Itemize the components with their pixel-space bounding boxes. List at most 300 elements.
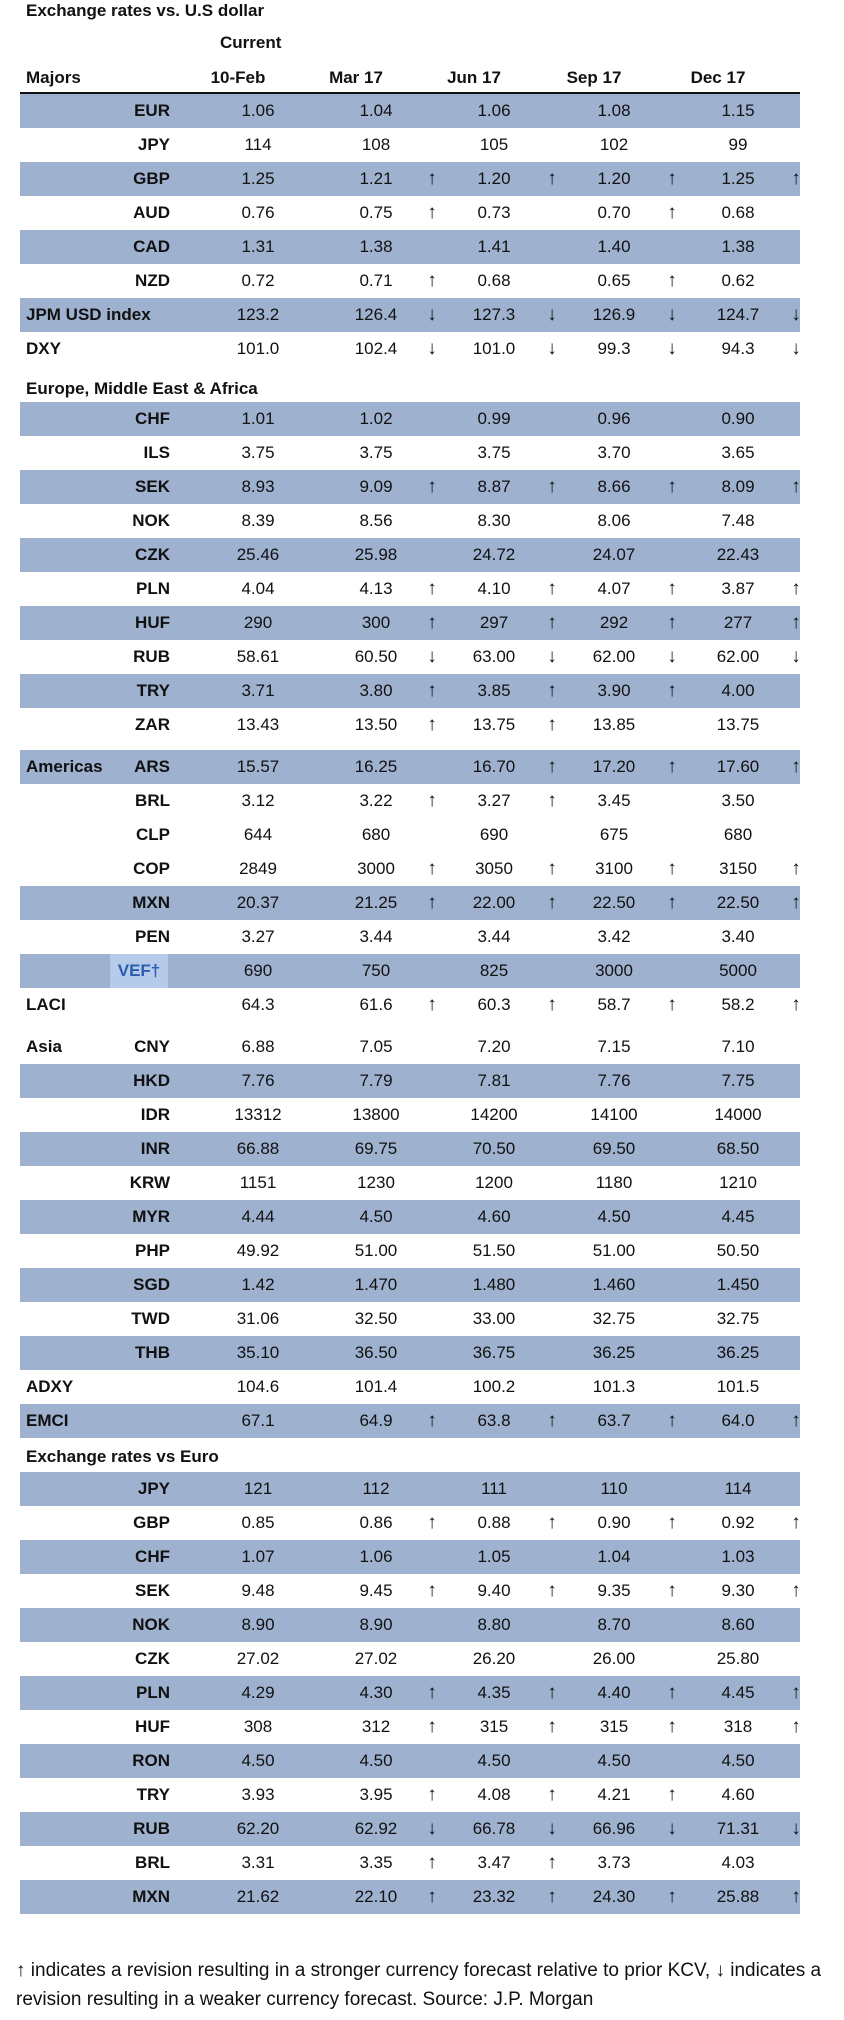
rate-value: 101.0	[236, 339, 280, 358]
rate-value: 4.50	[477, 1751, 511, 1770]
rate-value: 8.39	[241, 511, 275, 530]
currency-code: THB	[135, 1343, 170, 1362]
arrow-up-icon: ↑	[427, 1716, 437, 1737]
rate-value: 3000	[357, 859, 395, 878]
rate-value: 8.70	[597, 1615, 631, 1634]
rate-value: 3.85	[477, 681, 511, 700]
currency-code: EUR	[134, 101, 170, 120]
table-row	[20, 538, 800, 572]
rate-value: 4.50	[359, 1207, 393, 1226]
rate-value: 4.40	[597, 1683, 631, 1702]
arrow-up-icon: ↑	[667, 202, 677, 223]
rate-value: 3.93	[241, 1785, 275, 1804]
arrow-up-icon: ↑	[427, 1682, 437, 1703]
rate-value: 1.04	[359, 101, 393, 120]
rate-value: 31.06	[236, 1309, 280, 1328]
arrow-down-icon: ↓	[791, 1818, 801, 1839]
arrow-up-icon: ↑	[547, 1580, 557, 1601]
section-title: Exchange rates vs Euro	[26, 1447, 219, 1466]
currency-code: TRY	[136, 1785, 170, 1804]
arrow-up-icon: ↑	[667, 1512, 677, 1533]
currency-code: HUF	[135, 1717, 170, 1736]
rate-value: 308	[243, 1717, 273, 1736]
rate-value: 8.56	[359, 511, 393, 530]
rate-value: 0.76	[241, 203, 275, 222]
rate-value: 1.31	[241, 237, 275, 256]
rate-value: 35.10	[236, 1343, 280, 1362]
arrow-up-icon: ↑	[427, 680, 437, 701]
rate-value: 94.3	[721, 339, 755, 358]
rate-value: 22.43	[716, 545, 760, 564]
rate-value: 24.07	[592, 545, 636, 564]
rate-value: 1.480	[472, 1275, 516, 1294]
arrow-up-icon: ↑	[667, 476, 677, 497]
rate-value: 0.86	[359, 1513, 393, 1532]
rate-value: 67.1	[241, 1411, 275, 1430]
rate-value: 644	[243, 825, 273, 844]
rate-value: 0.68	[477, 271, 511, 290]
section-title: Europe, Middle East & Africa	[26, 379, 258, 398]
rate-value: 3.27	[241, 927, 275, 946]
table-row	[20, 402, 800, 436]
rate-value: 750	[361, 961, 391, 980]
rate-value: 1.38	[721, 237, 755, 256]
rate-value: 0.62	[721, 271, 755, 290]
rate-value: 58.7	[597, 995, 631, 1014]
rate-value: 16.25	[354, 757, 398, 776]
row-label: EMCI	[26, 1411, 69, 1430]
rate-value: 315	[599, 1717, 629, 1736]
currency-code: NOK	[132, 511, 170, 530]
rate-value: 36.25	[592, 1343, 636, 1362]
table-row	[20, 1098, 800, 1132]
arrow-up-icon: ↑	[791, 1580, 801, 1601]
arrow-up-icon: ↑	[427, 612, 437, 633]
currency-code: CLP	[136, 825, 170, 844]
rate-value: 1.07	[241, 1547, 275, 1566]
rate-value: 22.50	[716, 893, 760, 912]
rate-value: 1.25	[721, 169, 755, 188]
table-row	[20, 1200, 800, 1234]
currency-code: RUB	[133, 647, 170, 666]
rate-value: 3.12	[241, 791, 275, 810]
rate-value: 22.00	[472, 893, 516, 912]
currency-code: PEN	[135, 927, 170, 946]
arrow-up-icon: ↑	[427, 1410, 437, 1431]
arrow-up-icon: ↑	[667, 578, 677, 599]
rate-value: 71.31	[716, 1819, 760, 1838]
rate-value: 1.40	[597, 237, 631, 256]
rate-value: 26.00	[592, 1649, 636, 1668]
rate-value: 292	[599, 613, 629, 632]
row-label: Americas	[26, 757, 103, 776]
page-title: Exchange rates vs. U.S dollar	[26, 1, 265, 20]
table-row	[20, 640, 800, 674]
rate-value: 27.02	[236, 1649, 280, 1668]
arrow-up-icon: ↑	[667, 680, 677, 701]
table-row	[20, 818, 800, 852]
currency-code: ILS	[143, 443, 170, 462]
arrow-up-icon: ↑	[427, 892, 437, 913]
rate-value: 49.92	[236, 1241, 280, 1260]
rate-value: 318	[723, 1717, 753, 1736]
rate-value: 4.08	[477, 1785, 511, 1804]
rate-value: 3.71	[241, 681, 275, 700]
arrow-down-icon: ↓	[547, 1818, 557, 1839]
arrow-up-icon: ↑	[547, 1886, 557, 1907]
arrow-down-icon: ↓	[667, 646, 677, 667]
rate-value: 24.72	[472, 545, 516, 564]
arrow-up-icon: ↑	[547, 612, 557, 633]
rate-value: 690	[243, 961, 273, 980]
table-row	[20, 1030, 800, 1064]
rate-value: 1.15	[721, 101, 755, 120]
rate-value: 126.9	[592, 305, 636, 324]
currency-code: INR	[140, 1139, 170, 1158]
rate-value: 123.2	[236, 305, 280, 324]
arrow-up-icon: ↑	[427, 578, 437, 599]
table-row	[20, 1302, 800, 1336]
arrow-down-icon: ↓	[547, 338, 557, 359]
arrow-up-icon: ↑	[791, 476, 801, 497]
arrow-up-icon: ↑	[547, 578, 557, 599]
rate-value: 110	[600, 1479, 628, 1498]
arrow-up-icon: ↑	[547, 756, 557, 777]
rate-value: 9.30	[721, 1581, 755, 1600]
table-row	[20, 470, 800, 504]
rate-value: 32.75	[592, 1309, 636, 1328]
arrow-up-icon: ↑	[547, 1716, 557, 1737]
currency-code: CAD	[133, 237, 170, 256]
table-row	[20, 852, 800, 886]
rate-value: 126.4	[354, 305, 398, 324]
rate-value: 13312	[234, 1105, 282, 1124]
table-row	[20, 1812, 800, 1846]
rate-value: 3.35	[359, 1853, 393, 1872]
rate-value: 680	[723, 825, 753, 844]
rate-value: 3.44	[477, 927, 511, 946]
table-row	[20, 1404, 800, 1438]
rate-value: 8.90	[241, 1615, 275, 1634]
table-row	[20, 1574, 800, 1608]
rate-value: 0.90	[597, 1513, 631, 1532]
rate-value: 6.88	[241, 1037, 275, 1056]
header-col-dec-17: Dec 17	[690, 68, 746, 87]
arrow-up-icon: ↑	[427, 994, 437, 1015]
arrow-up-icon: ↑	[667, 1410, 677, 1431]
rate-value: 4.44	[241, 1207, 275, 1226]
rate-value: 4.50	[359, 1751, 393, 1770]
currency-code: PHP	[135, 1241, 170, 1260]
rate-value: 7.79	[359, 1071, 393, 1090]
rate-value: 4.13	[359, 579, 393, 598]
rate-value: 101.4	[354, 1377, 398, 1396]
rate-value: 3.44	[359, 927, 393, 946]
rate-value: 25.88	[716, 1887, 760, 1906]
arrow-up-icon: ↑	[427, 858, 437, 879]
header-majors-label: Majors	[26, 68, 81, 87]
rate-value: 3.80	[359, 681, 393, 700]
table-row	[20, 1132, 800, 1166]
table-row	[20, 606, 800, 640]
currency-code: PLN	[136, 579, 170, 598]
rate-value: 99.3	[597, 339, 631, 358]
rate-value: 25.80	[716, 1649, 760, 1668]
rate-value: 3.73	[597, 1853, 631, 1872]
arrow-up-icon: ↑	[427, 476, 437, 497]
header-col-jun-17: Jun 17	[447, 68, 501, 87]
rate-value: 3.70	[597, 443, 631, 462]
table-row	[20, 1506, 800, 1540]
rate-value: 1.460	[592, 1275, 636, 1294]
rate-value: 3.45	[597, 791, 631, 810]
rate-value: 60.3	[477, 995, 511, 1014]
currency-code: HUF	[135, 613, 170, 632]
currency-code: PLN	[136, 1683, 170, 1702]
arrow-up-icon: ↑	[667, 1716, 677, 1737]
table-row	[20, 750, 800, 784]
rate-value: 8.06	[597, 511, 631, 530]
table-row	[20, 298, 800, 332]
rate-value: 3.22	[359, 791, 393, 810]
rate-value: 68.50	[716, 1139, 760, 1158]
rate-value: 315	[479, 1717, 509, 1736]
rate-value: 50.50	[716, 1241, 760, 1260]
footnote: ↑ indicates a revision resulting in a stronger currency forecast relative to prior KCV, ↓ indicates a revision resulting in a weaker currency forecast. Source: J.P. Morgan	[16, 1960, 822, 2010]
rate-value: 21.25	[354, 893, 398, 912]
currency-code: VEF†	[110, 954, 168, 988]
arrow-up-icon: ↑	[547, 790, 557, 811]
currency-code: KRW	[129, 1173, 170, 1192]
table-row	[20, 674, 800, 708]
rate-value: 102	[599, 135, 629, 154]
rate-value: 32.50	[354, 1309, 398, 1328]
arrow-up-icon: ↑	[427, 790, 437, 811]
rate-value: 102.4	[354, 339, 398, 358]
rate-value: 112	[362, 1479, 390, 1498]
rate-value: 290	[243, 613, 273, 632]
rate-value: 1.41	[477, 237, 511, 256]
arrow-up-icon: ↑	[791, 612, 801, 633]
currency-code: TRY	[136, 681, 170, 700]
rate-value: 14200	[470, 1105, 518, 1124]
arrow-up-icon: ↑	[791, 1512, 801, 1533]
row-label: LACI	[26, 995, 66, 1014]
rate-value: 297	[479, 613, 509, 632]
arrow-up-icon: ↑	[667, 858, 677, 879]
arrow-up-icon: ↑	[791, 1886, 801, 1907]
rate-value: 27.02	[354, 1649, 398, 1668]
rate-value: 58.2	[721, 995, 755, 1014]
rate-value: 1.03	[721, 1547, 755, 1566]
rate-value: 825	[479, 961, 509, 980]
rate-value: 13800	[352, 1105, 400, 1124]
header-col-mar-17: Mar 17	[329, 68, 383, 87]
rate-value: 1180	[595, 1173, 633, 1192]
currency-code: AUD	[133, 203, 170, 222]
rate-value: 15.57	[236, 757, 280, 776]
rate-value: 62.20	[236, 1819, 280, 1838]
rate-value: 0.99	[477, 409, 511, 428]
arrow-down-icon: ↓	[547, 304, 557, 325]
arrow-up-icon: ↑	[547, 1410, 557, 1431]
rate-value: 13.43	[236, 715, 280, 734]
currency-code: TWD	[131, 1309, 170, 1328]
currency-code: SEK	[135, 1581, 170, 1600]
rate-value: 1.25	[241, 169, 275, 188]
rate-value: 3.27	[477, 791, 511, 810]
rate-value: 7.76	[241, 1071, 275, 1090]
rate-value: 32.75	[716, 1309, 760, 1328]
arrow-up-icon: ↑	[547, 1682, 557, 1703]
currency-code: SEK	[135, 477, 170, 496]
currency-code: MXN	[132, 893, 170, 912]
currency-code: HKD	[133, 1071, 170, 1090]
rate-value: 7.20	[477, 1037, 511, 1056]
arrow-up-icon: ↑	[667, 892, 677, 913]
rate-value: 101.5	[716, 1377, 760, 1396]
rate-value: 3.65	[721, 443, 755, 462]
table-row	[20, 196, 800, 230]
rate-value: 3050	[475, 859, 513, 878]
rate-value: 8.60	[721, 1615, 755, 1634]
rate-value: 9.45	[359, 1581, 393, 1600]
rate-value: 70.50	[472, 1139, 516, 1158]
table-row	[20, 1166, 800, 1200]
table-row	[20, 264, 800, 298]
rate-value: 127.3	[472, 305, 516, 324]
rate-value: 3.50	[721, 791, 755, 810]
arrow-down-icon: ↓	[791, 304, 801, 325]
rate-value: 3.90	[597, 681, 631, 700]
rate-value: 4.50	[721, 1751, 755, 1770]
rate-value: 108	[361, 135, 391, 154]
rate-value: 0.90	[721, 409, 755, 428]
arrow-up-icon: ↑	[427, 1784, 437, 1805]
rate-value: 1.01	[241, 409, 275, 428]
rate-value: 1.20	[597, 169, 631, 188]
rate-value: 14000	[714, 1105, 762, 1124]
rate-value: 104.6	[236, 1377, 280, 1396]
rate-value: 3100	[595, 859, 633, 878]
arrow-down-icon: ↓	[427, 338, 437, 359]
rate-value: 0.92	[721, 1513, 755, 1532]
rate-value: 13.75	[716, 715, 760, 734]
rate-value: 4.45	[721, 1683, 755, 1702]
rate-value: 680	[361, 825, 391, 844]
arrow-up-icon: ↑	[427, 1580, 437, 1601]
rate-value: 4.29	[241, 1683, 275, 1702]
rate-value: 1.08	[597, 101, 631, 120]
arrow-up-icon: ↑	[791, 578, 801, 599]
rate-value: 16.70	[472, 757, 516, 776]
rate-value: 1.06	[359, 1547, 393, 1566]
rate-value: 1.06	[241, 101, 275, 120]
rate-value: 1.450	[716, 1275, 760, 1294]
rate-value: 99	[728, 135, 748, 154]
row-label: Asia	[26, 1037, 62, 1056]
rate-value: 3.31	[241, 1853, 275, 1872]
currency-code: MYR	[132, 1207, 170, 1226]
table-row	[20, 886, 800, 920]
rate-value: 1.42	[241, 1275, 275, 1294]
rate-value: 114	[724, 1479, 752, 1498]
rate-value: 69.75	[354, 1139, 398, 1158]
rate-value: 0.65	[597, 271, 631, 290]
rate-value: 1.21	[359, 169, 393, 188]
header-col-sep-17: Sep 17	[566, 68, 622, 87]
rate-value: 101.3	[592, 1377, 636, 1396]
arrow-up-icon: ↑	[791, 756, 801, 777]
arrow-up-icon: ↑	[791, 892, 801, 913]
currency-code: RUB	[133, 1819, 170, 1838]
table-row	[20, 230, 800, 264]
rate-value: 8.90	[359, 1615, 393, 1634]
currency-code: BRL	[135, 1853, 170, 1872]
rate-value: 61.6	[359, 995, 393, 1014]
rate-value: 25.98	[354, 545, 398, 564]
rate-value: 9.35	[597, 1581, 631, 1600]
arrow-down-icon: ↓	[427, 646, 437, 667]
arrow-up-icon: ↑	[791, 168, 801, 189]
currency-code: IDR	[140, 1105, 170, 1124]
rate-value: 1.470	[354, 1275, 398, 1294]
rate-value: 114	[244, 135, 272, 154]
rate-value: 1210	[719, 1173, 757, 1192]
rate-value: 36.75	[472, 1343, 516, 1362]
rate-value: 7.75	[721, 1071, 755, 1090]
currency-code: CHF	[135, 1547, 170, 1566]
rate-value: 690	[479, 825, 509, 844]
arrow-up-icon: ↑	[667, 1886, 677, 1907]
arrow-down-icon: ↓	[547, 646, 557, 667]
rate-value: 4.45	[721, 1207, 755, 1226]
table-row	[20, 920, 800, 954]
arrow-up-icon: ↑	[667, 270, 677, 291]
rate-value: 3.75	[359, 443, 393, 462]
rate-value: 3.75	[241, 443, 275, 462]
rate-value: 4.50	[241, 1751, 275, 1770]
rate-value: 17.60	[716, 757, 760, 776]
arrow-up-icon: ↑	[547, 994, 557, 1015]
rate-value: 1200	[475, 1173, 513, 1192]
rate-value: 8.80	[477, 1615, 511, 1634]
rate-value: 4.10	[477, 579, 511, 598]
currency-code: COP	[133, 859, 170, 878]
currency-code: GBP	[133, 169, 170, 188]
rate-value: 66.96	[592, 1819, 636, 1838]
rate-value: 13.85	[592, 715, 636, 734]
rate-value: 1.02	[359, 409, 393, 428]
rate-value: 25.46	[236, 545, 280, 564]
arrow-up-icon: ↑	[667, 1580, 677, 1601]
arrow-down-icon: ↓	[667, 338, 677, 359]
arrow-up-icon: ↑	[791, 858, 801, 879]
table-row	[20, 1778, 800, 1812]
arrow-up-icon: ↑	[427, 202, 437, 223]
arrow-down-icon: ↓	[667, 1818, 677, 1839]
table-row	[20, 1234, 800, 1268]
rate-value: 7.81	[477, 1071, 511, 1090]
rate-value: 4.35	[477, 1683, 511, 1702]
rate-value: 9.09	[359, 477, 393, 496]
rate-value: 1.06	[477, 101, 511, 120]
arrow-up-icon: ↑	[547, 892, 557, 913]
table-row	[20, 1336, 800, 1370]
rate-value: 4.21	[597, 1785, 631, 1804]
currency-code: BRL	[135, 791, 170, 810]
rate-value: 26.20	[472, 1649, 516, 1668]
